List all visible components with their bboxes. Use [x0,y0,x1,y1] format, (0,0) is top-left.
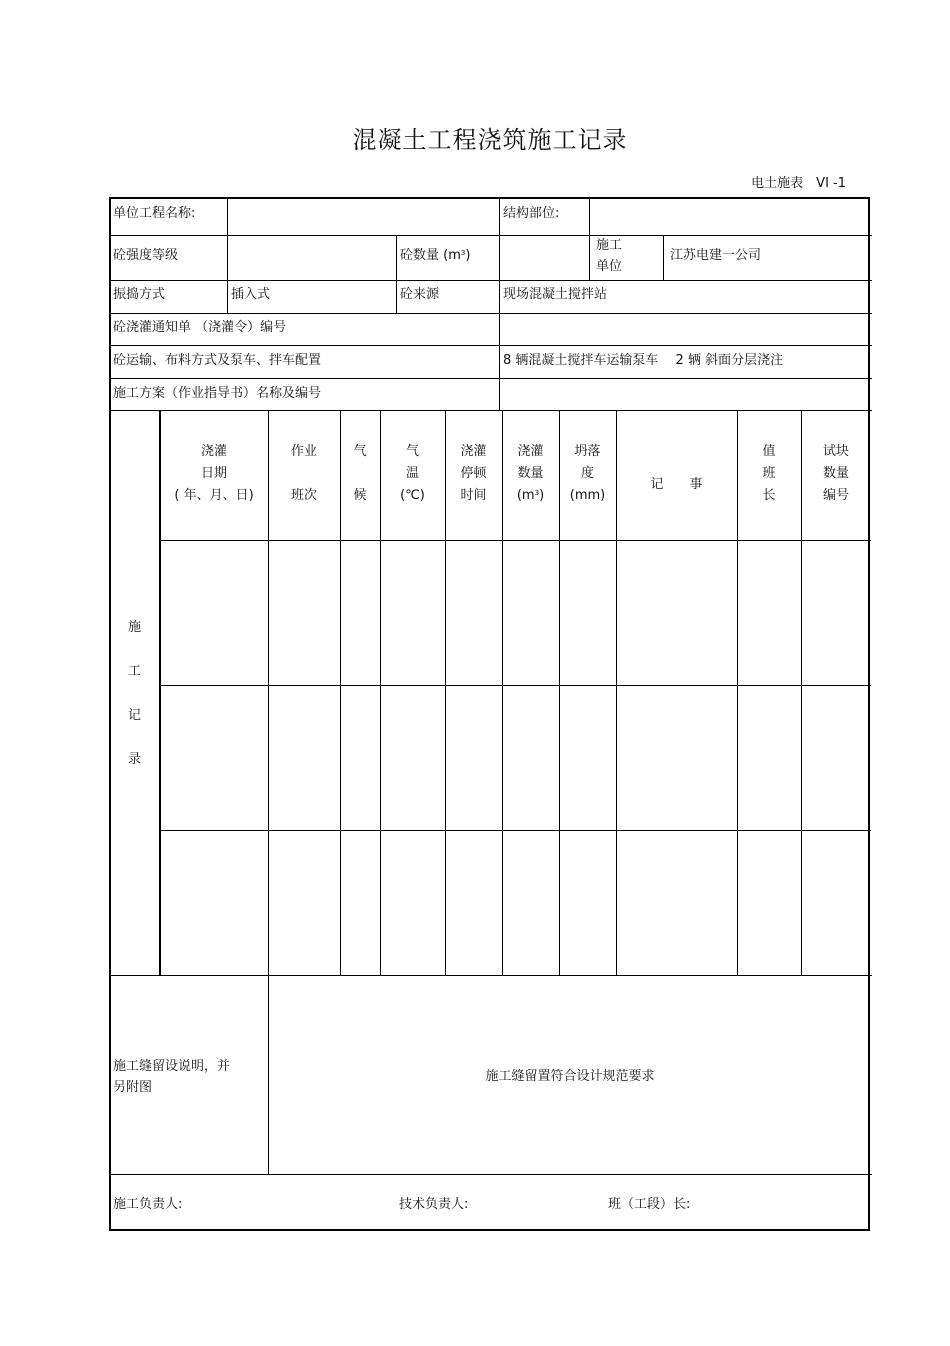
page-title: 混凝土工程浇筑施工记录 [352,126,628,154]
header-pause-time: 浇灌 停顿 时间 [460,444,487,503]
col-divider [589,235,590,280]
col-divider [396,235,397,313]
header-pour-quantity: 浇灌 数量 $(m^3)$ [516,444,545,503]
side-label-char: 记 [127,708,141,723]
vibration-label: 振捣方式 [113,287,166,302]
header-temperature: 气 温 (℃) [400,444,425,503]
unit-label: 单位 [596,259,623,274]
form-code: 电土施表 VI -1 [751,176,846,191]
unit-label: 施工 [596,238,623,253]
col-divider [663,235,664,280]
side-label-char: 工 [127,664,141,679]
vibration-value: 插入式 [231,287,271,302]
notice-label: 砼浇灌通知单 （浇灌令）编号 [113,320,287,335]
col-divider [499,197,500,235]
row-divider [109,313,872,314]
header-shift: 作业 班次 [290,444,317,503]
structure-part-label: 结构部位: [503,206,560,221]
row-divider [160,685,871,686]
row-divider [160,830,871,831]
col-divider [499,235,500,411]
col-divider [589,197,590,235]
quantity-label: 砼数量 $(m^3)$ [400,248,471,263]
tech-lead-label: 技术负责人: [399,1197,469,1212]
construction-lead-label: 施工负责人: [113,1197,183,1212]
joint-value: 施工缝留置符合设计规范要求 [485,1069,655,1084]
side-label-char: 施 [127,620,141,635]
col-divider [227,197,228,235]
joint-label: 施工缝留设说明，并 [113,1059,231,1074]
col-divider [227,235,228,313]
row-divider [109,235,872,236]
row-divider [109,378,872,379]
plan-label: 施工方案（作业指导书）名称及编号 [113,386,322,401]
header-slump: 坍落 度 (mm) [569,444,606,503]
row-divider [109,280,872,281]
header-notes: 记 事 [650,477,703,492]
unit-value: 江苏电建一公司 [670,248,762,263]
transport-value: 8 辆混凝土搅拌车运输泵车 2 辆 斜面分层浇注 [503,353,784,368]
team-lead-label: 班（工段）长: [608,1197,691,1212]
header-shift-leader: 值 班 长 [762,444,776,503]
row-divider [109,975,872,976]
row-divider [160,540,871,541]
row-divider [109,345,872,346]
header-sample-number: 试块 数量 编号 [822,444,849,503]
strength-grade-label: 砼强度等级 [113,248,179,263]
header-date: 浇灌 日期 ( 年、月、日) [174,444,254,503]
joint-label: 另附图 [113,1080,153,1095]
row-divider [109,1174,872,1175]
row-divider [109,410,872,411]
header-weather: 气 候 [353,444,367,503]
transport-label: 砼运输、布料方式及泵车、拌车配置 [113,353,322,368]
project-name-label: 单位工程名称: [113,206,196,221]
side-label-char: 录 [127,752,141,767]
source-value: 现场混凝土搅拌站 [503,287,608,302]
source-label: 砼来源 [400,287,440,302]
